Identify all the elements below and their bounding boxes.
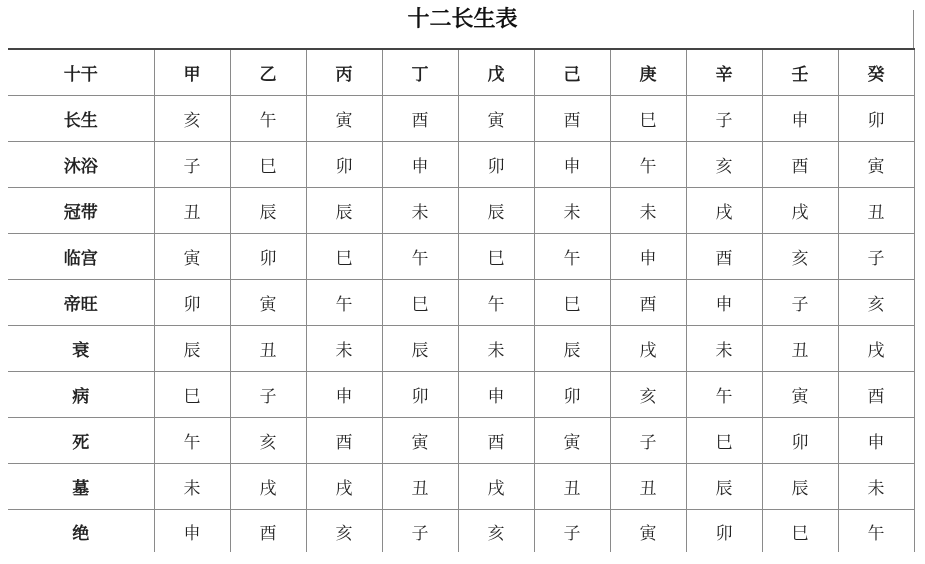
table-cell: 申 (382, 142, 458, 188)
table-cell: 酉 (458, 418, 534, 464)
table-cell: 辰 (306, 188, 382, 234)
table-cell: 亥 (762, 234, 838, 280)
table-cell: 寅 (458, 96, 534, 142)
table-cell: 辰 (458, 188, 534, 234)
row-label: 帝旺 (8, 280, 154, 326)
table-row (8, 510, 914, 553)
table-cell: 午 (306, 280, 382, 326)
table-cell: 巳 (762, 510, 838, 553)
table-row (8, 326, 914, 372)
table-cell: 午 (230, 96, 306, 142)
table-cell: 未 (382, 188, 458, 234)
table-cell: 辰 (686, 464, 762, 510)
header-row (8, 49, 914, 96)
table-cell: 酉 (762, 142, 838, 188)
row-label: 死 (8, 418, 154, 464)
table-cell: 未 (534, 188, 610, 234)
table-cell: 寅 (762, 372, 838, 418)
table-cell: 午 (382, 234, 458, 280)
table-cell: 巳 (686, 418, 762, 464)
table-cell: 子 (154, 142, 230, 188)
table-cell: 巳 (458, 234, 534, 280)
table-cell: 未 (458, 326, 534, 372)
table-cell: 申 (610, 234, 686, 280)
table-cell: 午 (458, 280, 534, 326)
table-cell: 戌 (838, 326, 914, 372)
table-cell: 酉 (838, 372, 914, 418)
table-cell: 辰 (230, 188, 306, 234)
table-cell: 午 (534, 234, 610, 280)
title-divider (913, 10, 914, 48)
table-cell: 辰 (382, 326, 458, 372)
table-cell: 酉 (534, 96, 610, 142)
table-cell: 卯 (154, 280, 230, 326)
table-cell: 申 (534, 142, 610, 188)
table-cell: 巳 (534, 280, 610, 326)
table-cell: 卯 (382, 372, 458, 418)
row-label: 衰 (8, 326, 154, 372)
table-cell: 酉 (230, 510, 306, 553)
table-cell: 子 (686, 96, 762, 142)
page-title: 十二长生表 (407, 7, 518, 32)
table-cell: 巳 (610, 96, 686, 142)
table-cell: 酉 (610, 280, 686, 326)
table-cell: 丑 (838, 188, 914, 234)
table-row (8, 96, 914, 142)
table-cell: 亥 (154, 96, 230, 142)
table-cell: 丑 (534, 464, 610, 510)
table-cell: 亥 (230, 418, 306, 464)
row-label: 绝 (8, 510, 154, 553)
table-cell: 申 (458, 372, 534, 418)
table-cell: 辰 (154, 326, 230, 372)
stem-header: 甲 (154, 49, 230, 96)
table-cell: 丑 (610, 464, 686, 510)
row-label: 临宫 (8, 234, 154, 280)
stem-header: 戊 (458, 49, 534, 96)
table-cell: 未 (306, 326, 382, 372)
table-cell: 卯 (230, 234, 306, 280)
table-cell: 寅 (382, 418, 458, 464)
stem-header: 乙 (230, 49, 306, 96)
table-cell: 申 (154, 510, 230, 553)
table-cell: 卯 (838, 96, 914, 142)
table-cell: 戌 (230, 464, 306, 510)
table-cell: 寅 (610, 510, 686, 553)
table-cell: 酉 (382, 96, 458, 142)
row-label: 病 (8, 372, 154, 418)
table-cell: 丑 (762, 326, 838, 372)
table-cell: 戌 (610, 326, 686, 372)
table-cell: 卯 (762, 418, 838, 464)
table-cell: 酉 (686, 234, 762, 280)
stem-header: 己 (534, 49, 610, 96)
table-cell: 亥 (458, 510, 534, 553)
table-cell: 寅 (534, 418, 610, 464)
table-row (8, 234, 914, 280)
table-cell: 戌 (458, 464, 534, 510)
stem-header: 辛 (686, 49, 762, 96)
changsheng-table (8, 48, 915, 552)
row-label: 沐浴 (8, 142, 154, 188)
table-cell: 酉 (306, 418, 382, 464)
table-cell: 亥 (610, 372, 686, 418)
table-cell: 亥 (686, 142, 762, 188)
table-cell: 子 (610, 418, 686, 464)
table-cell: 巳 (306, 234, 382, 280)
table-cell: 申 (838, 418, 914, 464)
stem-header: 壬 (762, 49, 838, 96)
table-row (8, 464, 914, 510)
table-cell: 未 (154, 464, 230, 510)
table-cell: 午 (610, 142, 686, 188)
table-cell: 亥 (306, 510, 382, 553)
table-cell: 未 (838, 464, 914, 510)
table-cell: 未 (610, 188, 686, 234)
table-row (8, 372, 914, 418)
stem-header: 丁 (382, 49, 458, 96)
table-cell: 卯 (534, 372, 610, 418)
table-cell: 申 (762, 96, 838, 142)
table-cell: 子 (762, 280, 838, 326)
table-cell: 巳 (230, 142, 306, 188)
table-row (8, 188, 914, 234)
stem-header: 癸 (838, 49, 914, 96)
table-cell: 未 (686, 326, 762, 372)
table-cell: 巳 (382, 280, 458, 326)
table-cell: 午 (838, 510, 914, 553)
table-cell: 丑 (382, 464, 458, 510)
table-cell: 寅 (154, 234, 230, 280)
table-cell: 辰 (534, 326, 610, 372)
table-cell: 申 (686, 280, 762, 326)
table-cell: 午 (154, 418, 230, 464)
table-cell: 午 (686, 372, 762, 418)
table-row (8, 418, 914, 464)
table-cell: 寅 (838, 142, 914, 188)
table-cell: 子 (230, 372, 306, 418)
table-cell: 辰 (762, 464, 838, 510)
table-cell: 子 (382, 510, 458, 553)
table-cell: 申 (306, 372, 382, 418)
row-label: 长生 (8, 96, 154, 142)
table-cell: 戌 (306, 464, 382, 510)
stem-header: 丙 (306, 49, 382, 96)
stem-header: 庚 (610, 49, 686, 96)
table-cell: 子 (838, 234, 914, 280)
table-row (8, 142, 914, 188)
corner-cell: 十干 (8, 49, 154, 96)
table-cell: 亥 (838, 280, 914, 326)
table-cell: 卯 (458, 142, 534, 188)
row-label: 墓 (8, 464, 154, 510)
table-cell: 寅 (230, 280, 306, 326)
table-cell: 巳 (154, 372, 230, 418)
row-label: 冠带 (8, 188, 154, 234)
table-cell: 丑 (230, 326, 306, 372)
table-cell: 寅 (306, 96, 382, 142)
table-row (8, 280, 914, 326)
table-cell: 卯 (686, 510, 762, 553)
table-cell: 戌 (762, 188, 838, 234)
table-cell: 子 (534, 510, 610, 553)
table-cell: 卯 (306, 142, 382, 188)
table-cell: 丑 (154, 188, 230, 234)
table-cell: 戌 (686, 188, 762, 234)
